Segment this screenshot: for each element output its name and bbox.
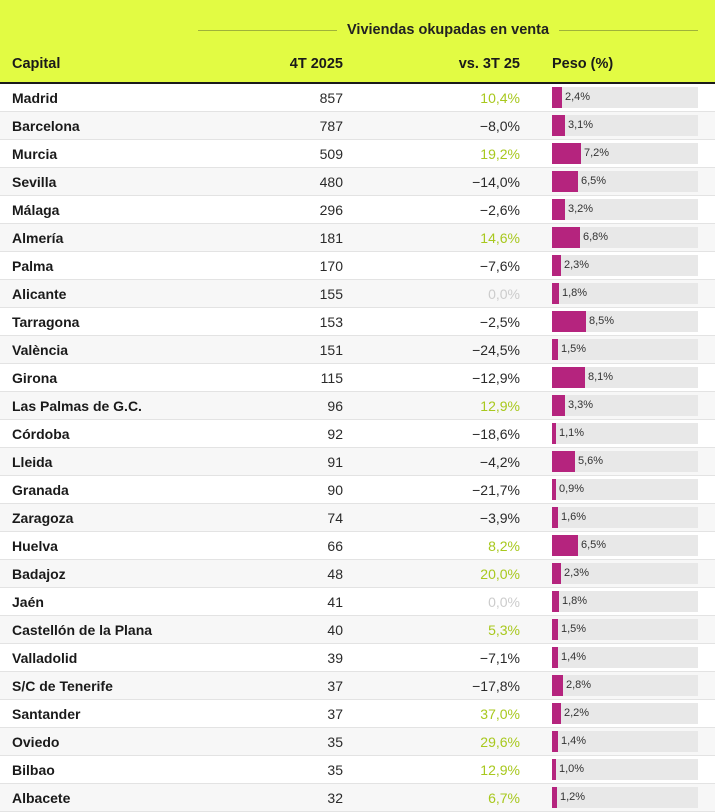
peso-label: 1,8% bbox=[562, 287, 588, 299]
peso-bar bbox=[552, 171, 578, 192]
peso-bar bbox=[552, 619, 558, 640]
cell-change: 0,0% bbox=[488, 286, 520, 302]
peso-bar-track bbox=[552, 619, 698, 640]
peso-bar bbox=[552, 731, 558, 752]
cell-capital: Huelva bbox=[12, 538, 58, 554]
peso-label: 1,5% bbox=[561, 623, 587, 635]
peso-bar-track bbox=[552, 395, 698, 416]
spanner-rule-left bbox=[198, 30, 337, 31]
peso-bar bbox=[552, 143, 581, 164]
peso-label: 1,4% bbox=[561, 735, 587, 747]
cell-change: −7,1% bbox=[479, 650, 520, 666]
peso-bar bbox=[552, 283, 559, 304]
cell-capital: Castellón de la Plana bbox=[12, 622, 153, 638]
cell-change: 5,3% bbox=[488, 622, 520, 638]
table-title: Viviendas okupadas en venta bbox=[347, 22, 550, 38]
peso-bar-track bbox=[552, 591, 698, 612]
cell-change: 20,0% bbox=[480, 566, 520, 582]
cell-capital: S/C de Tenerife bbox=[12, 678, 113, 694]
peso-bar-track bbox=[552, 171, 698, 192]
peso-bar bbox=[552, 563, 561, 584]
peso-bar bbox=[552, 227, 580, 248]
cell-capital: Málaga bbox=[12, 202, 60, 218]
peso-label: 1,2% bbox=[560, 791, 586, 803]
peso-bar bbox=[552, 787, 557, 808]
cell-capital: Alicante bbox=[12, 286, 67, 302]
peso-bar bbox=[552, 395, 565, 416]
peso-label: 3,3% bbox=[568, 399, 594, 411]
cell-change: −2,5% bbox=[479, 314, 520, 330]
cell-value: 96 bbox=[327, 398, 343, 414]
peso-label: 2,3% bbox=[564, 259, 590, 271]
table-header bbox=[0, 0, 715, 84]
column-header-4t2025: 4T 2025 bbox=[289, 56, 343, 72]
peso-bar bbox=[552, 759, 556, 780]
peso-label: 2,2% bbox=[564, 707, 590, 719]
table-row bbox=[0, 616, 715, 644]
peso-label: 1,1% bbox=[559, 427, 585, 439]
cell-change: 37,0% bbox=[480, 706, 520, 722]
cell-capital: Oviedo bbox=[12, 734, 60, 750]
peso-label: 8,1% bbox=[588, 371, 614, 383]
peso-label: 3,1% bbox=[568, 119, 594, 131]
cell-value: 170 bbox=[319, 258, 343, 274]
table-row bbox=[0, 420, 715, 448]
table-row bbox=[0, 448, 715, 476]
cell-capital: Córdoba bbox=[12, 426, 70, 442]
peso-label: 6,5% bbox=[581, 539, 607, 551]
peso-bar-track bbox=[552, 423, 698, 444]
peso-bar bbox=[552, 647, 558, 668]
peso-label: 6,5% bbox=[581, 175, 607, 187]
table-row bbox=[0, 112, 715, 140]
peso-label: 2,4% bbox=[565, 91, 591, 103]
cell-capital: Valladolid bbox=[12, 650, 78, 666]
peso-bar-track bbox=[552, 759, 698, 780]
cell-change: −3,9% bbox=[479, 510, 520, 526]
table-row bbox=[0, 504, 715, 532]
peso-bar-track bbox=[552, 479, 698, 500]
table-row bbox=[0, 252, 715, 280]
column-header-peso: Peso (%) bbox=[552, 56, 614, 72]
table-row bbox=[0, 196, 715, 224]
peso-bar-track bbox=[552, 507, 698, 528]
cell-capital: Granada bbox=[12, 482, 69, 498]
peso-bar-track bbox=[552, 255, 698, 276]
table-row bbox=[0, 756, 715, 784]
cell-value: 91 bbox=[327, 454, 343, 470]
cell-change: −18,6% bbox=[472, 426, 520, 442]
cell-capital: Girona bbox=[12, 370, 58, 386]
column-header-capital: Capital bbox=[12, 56, 61, 72]
peso-bar-track bbox=[552, 563, 698, 584]
peso-bar bbox=[552, 703, 561, 724]
cell-value: 151 bbox=[319, 342, 343, 358]
cell-change: −12,9% bbox=[472, 370, 520, 386]
table-row bbox=[0, 280, 715, 308]
peso-bar bbox=[552, 199, 565, 220]
cell-value: 39 bbox=[327, 650, 343, 666]
cell-value: 480 bbox=[319, 174, 343, 190]
cell-capital: Lleida bbox=[12, 454, 53, 470]
column-spanner bbox=[198, 18, 698, 42]
cell-change: 12,9% bbox=[480, 762, 520, 778]
peso-bar bbox=[552, 339, 558, 360]
column-header-vs3t25: vs. 3T 25 bbox=[458, 56, 520, 72]
table-row bbox=[0, 336, 715, 364]
peso-bar bbox=[552, 479, 556, 500]
cell-value: 32 bbox=[327, 790, 343, 806]
peso-bar bbox=[552, 115, 565, 136]
table-row bbox=[0, 588, 715, 616]
peso-bar-track bbox=[552, 283, 698, 304]
cell-change: 14,6% bbox=[480, 230, 520, 246]
peso-bar bbox=[552, 423, 556, 444]
cell-change: −17,8% bbox=[472, 678, 520, 694]
cell-value: 35 bbox=[327, 734, 343, 750]
spanner-rule-right bbox=[559, 30, 698, 31]
peso-bar bbox=[552, 535, 578, 556]
cell-capital: Tarragona bbox=[12, 314, 80, 330]
peso-label: 0,9% bbox=[559, 483, 585, 495]
peso-label: 1,0% bbox=[559, 763, 585, 775]
peso-bar-track bbox=[552, 451, 698, 472]
peso-label: 1,6% bbox=[561, 511, 587, 523]
cell-value: 41 bbox=[327, 594, 343, 610]
table-row bbox=[0, 84, 715, 112]
table-row bbox=[0, 224, 715, 252]
peso-bar-track bbox=[552, 227, 698, 248]
peso-bar-track bbox=[552, 787, 698, 808]
peso-label: 3,2% bbox=[568, 203, 594, 215]
cell-change: −7,6% bbox=[479, 258, 520, 274]
cell-value: 37 bbox=[327, 706, 343, 722]
cell-value: 48 bbox=[327, 566, 343, 582]
peso-label: 1,4% bbox=[561, 651, 587, 663]
table-body bbox=[0, 84, 715, 812]
peso-bar-track bbox=[552, 115, 698, 136]
cell-value: 66 bbox=[327, 538, 343, 554]
peso-bar-track bbox=[552, 535, 698, 556]
cell-change: 19,2% bbox=[480, 146, 520, 162]
cell-capital: València bbox=[12, 342, 69, 358]
peso-bar bbox=[552, 451, 575, 472]
cell-value: 296 bbox=[319, 202, 343, 218]
cell-change: 8,2% bbox=[488, 538, 520, 554]
table-row bbox=[0, 784, 715, 812]
cell-capital: Almería bbox=[12, 230, 64, 246]
cell-value: 115 bbox=[320, 370, 343, 386]
cell-change: −14,0% bbox=[472, 174, 520, 190]
cell-change: −24,5% bbox=[472, 342, 520, 358]
cell-capital: Albacete bbox=[12, 790, 71, 806]
peso-bar-track bbox=[552, 311, 698, 332]
peso-bar-track bbox=[552, 143, 698, 164]
cell-capital: Santander bbox=[12, 706, 81, 722]
peso-bar bbox=[552, 507, 558, 528]
cell-capital: Madrid bbox=[12, 90, 58, 106]
cell-value: 509 bbox=[319, 146, 343, 162]
cell-value: 74 bbox=[327, 510, 343, 526]
peso-label: 8,5% bbox=[589, 315, 615, 327]
peso-bar-track bbox=[552, 199, 698, 220]
table-row bbox=[0, 672, 715, 700]
peso-bar bbox=[552, 675, 563, 696]
peso-bar-track bbox=[552, 647, 698, 668]
cell-capital: Bilbao bbox=[12, 762, 55, 778]
cell-change: −4,2% bbox=[479, 454, 520, 470]
cell-capital: Murcia bbox=[12, 146, 58, 162]
cell-value: 40 bbox=[327, 622, 343, 638]
cell-change: 29,6% bbox=[480, 734, 520, 750]
cell-value: 35 bbox=[327, 762, 343, 778]
peso-bar bbox=[552, 87, 562, 108]
table-row bbox=[0, 140, 715, 168]
peso-bar-track bbox=[552, 87, 698, 108]
cell-change: 12,9% bbox=[480, 398, 520, 414]
cell-value: 857 bbox=[319, 90, 343, 106]
peso-label: 6,8% bbox=[583, 231, 609, 243]
peso-bar bbox=[552, 311, 586, 332]
peso-label: 1,5% bbox=[561, 343, 587, 355]
table-row bbox=[0, 476, 715, 504]
cell-value: 155 bbox=[319, 286, 343, 302]
cell-capital: Palma bbox=[12, 258, 54, 274]
peso-bar-track bbox=[552, 367, 698, 388]
cell-change: −21,7% bbox=[472, 482, 520, 498]
cell-capital: Badajoz bbox=[12, 566, 66, 582]
cell-capital: Las Palmas de G.C. bbox=[12, 398, 142, 414]
cell-change: −2,6% bbox=[479, 202, 520, 218]
cell-change: 10,4% bbox=[480, 90, 520, 106]
cell-value: 181 bbox=[319, 230, 343, 246]
table-row bbox=[0, 560, 715, 588]
peso-bar-track bbox=[552, 675, 698, 696]
cell-capital: Barcelona bbox=[12, 118, 80, 134]
peso-bar-track bbox=[552, 731, 698, 752]
table-row bbox=[0, 364, 715, 392]
cell-change: −8,0% bbox=[479, 118, 520, 134]
table-row bbox=[0, 728, 715, 756]
peso-bar-track bbox=[552, 703, 698, 724]
peso-label: 2,3% bbox=[564, 567, 590, 579]
cell-value: 92 bbox=[327, 426, 343, 442]
cell-capital: Jaén bbox=[12, 594, 44, 610]
peso-label: 2,8% bbox=[566, 679, 592, 691]
table-row bbox=[0, 532, 715, 560]
peso-bar bbox=[552, 255, 561, 276]
table-row bbox=[0, 392, 715, 420]
peso-bar bbox=[552, 591, 559, 612]
table-row bbox=[0, 168, 715, 196]
cell-value: 90 bbox=[327, 482, 343, 498]
peso-bar bbox=[552, 367, 585, 388]
peso-label: 5,6% bbox=[578, 455, 604, 467]
cell-value: 787 bbox=[319, 118, 343, 134]
cell-capital: Zaragoza bbox=[12, 510, 74, 526]
table-row bbox=[0, 700, 715, 728]
cell-value: 37 bbox=[327, 678, 343, 694]
cell-change: 6,7% bbox=[488, 790, 520, 806]
peso-bar-track bbox=[552, 339, 698, 360]
cell-value: 153 bbox=[319, 314, 343, 330]
table-row bbox=[0, 308, 715, 336]
cell-capital: Sevilla bbox=[12, 174, 57, 190]
table-row bbox=[0, 644, 715, 672]
peso-label: 1,8% bbox=[562, 595, 588, 607]
peso-label: 7,2% bbox=[584, 147, 610, 159]
cell-change: 0,0% bbox=[488, 594, 520, 610]
